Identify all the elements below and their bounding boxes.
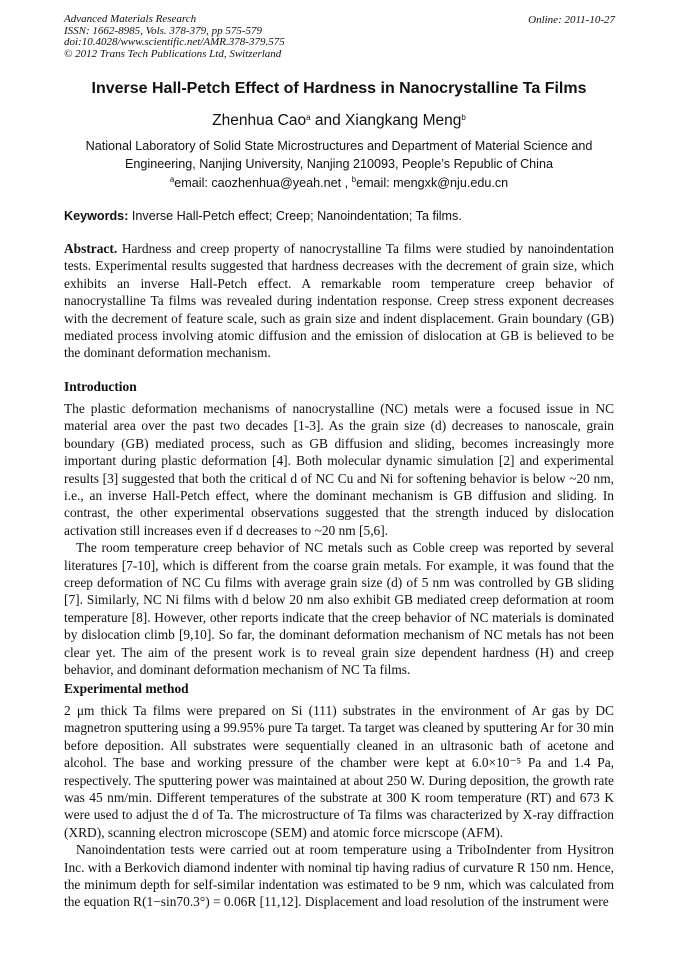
- author-1: Zhenhua Cao: [212, 112, 307, 129]
- section-heading-experimental: Experimental method: [64, 681, 189, 696]
- paper-title: Inverse Hall-Petch Effect of Hardness in Nanocrystalline Ta Films: [91, 80, 587, 97]
- online-date: Online: 2011-10-27: [528, 14, 615, 26]
- keywords-text: Inverse Hall-Petch effect; Creep; Nanoindentation; Ta films.: [128, 209, 462, 223]
- paragraph: The room temperature creep behavior of NC metals such as Coble creep was reported by several literatures [7-10], which is different from the coarse grain metals. For example, it was found that the creep deformation of NC Cu films with average grain size (d) of 5 nm was controlled by GB sliding [7]. Similarly, NC Ni films with d below 20 nm also exhibit GB mediated creep deformation at room temperature [8]. However, other reports indicate that the creep behavior of NC materials is dominated by dislocation climb [9,10]. So far, the dominant deformation mechanism of NC metals has not been clear yet. The aim of the present work is to reveal grain size dependent hardness (H) and creep behavior, and dominant deformation mechanism of NC Ta films.: [64, 540, 614, 678]
- keywords: [64, 209, 462, 223]
- author-1-sup: a: [306, 113, 311, 122]
- copyright: © 2012 Trans Tech Publications Ltd, Switzerland: [64, 47, 282, 60]
- paragraph: Nanoindentation tests were carried out at room temperature using a TriboIndenter from Hysitron Inc. with a Berkovich diamond indenter with nominal tip having radius of curvature R 150 nm. Hence, the minimum depth for self-similar indentation was estimated to be 9 nm, which was calculated from the equation R(1−sin70.3°) = 0.06R [11,12]. Displacement and load resolution of the instrument were: [64, 842, 614, 910]
- author-2-sup: b: [461, 113, 466, 122]
- abstract-label: Abstract.: [64, 241, 118, 256]
- email-b: email: mengxk@nju.edu.cn: [356, 176, 509, 190]
- email-b-sup: b: [351, 175, 357, 184]
- experimental-body: [64, 702, 614, 911]
- journal-header: [64, 14, 285, 60]
- paragraph: The plastic deformation mechanisms of nanocrystalline (NC) metals were a focused issue in NC material area over the past two decades [1-3]. As the grain size (d) decreases to nanoscale, grain boundary (GB) mediated process, such as GB diffusion and sliding, becomes increasingly more important during plastic deformation [4]. Both molecular dynamic simulation [2] and experimental results [3] suggested that both the critical d of NC Cu and Ni for softening behavior is below ~20 nm, i.e., an inverse Hall-Petch effect, where the dominant mechanism is GB diffusion and sliding. In contrast, the other experimental observations suggested that the strength induced by dislocation activation still increases even if d decreases to ~20 nm [5,6].: [64, 401, 614, 538]
- author-2: Xiangkang Meng: [345, 112, 462, 129]
- emails: [0, 175, 678, 190]
- paragraph: 2 μm thick Ta films were prepared on Si (111) substrates in the environment of Ar gas by DC magnetron sputtering using a 99.95% pure Ta target. Ta target was cleaned by sputtering Ar for 30 min before deposition. All substrates were sequentially cleaned in an ultrasonic bath of acetone and alcohol. The base and working pressure of the chamber were kept at 6.0×10⁻⁵ Pa and 1.4 Pa, respectively. The sputtering power was maintained at about 250 W. During deposition, the growth rate was 45 nm/min. Different temperatures of the substrate at 300 K room temperature (RT) and 673 K were used to adjust the d of Ta. The microstructure of Ta films was characterized by X-ray diffraction (XRD), scanning electron microscope (SEM) and atomic force micrscope (AFM).: [64, 703, 614, 840]
- email-a-sup: a: [169, 175, 175, 184]
- affiliation: National Laboratory of Solid State Microstructures and Department of Material Science and Engineering, Nanjing University, Nanjing 210093, People’s Republic of China: [85, 139, 593, 171]
- issn: ISSN: 1662-8985, Vols. 378-379, pp 575-579: [64, 24, 262, 37]
- email-a: email: caozhenhua@yeah.net ,: [174, 176, 352, 190]
- abstract-text: Hardness and creep property of nanocrystalline Ta films were studied by nanoindentation tests. Experimental results suggested that hardness decreases with the decrement of grain size, which exhibits an inverse Hall-Petch effect. A remarkable room temperature creep behavior of nanocrystalline Ta films was revealed during indentation response. Creep stress exponent decreases with the decrement of feature scale, such as grain size and indent displacement. Grain boundary (GB) mediated process involving atomic diffusion and the emission of dislocation at GB is believed to be the dominant deformation mechanism.: [64, 241, 614, 361]
- authors: [0, 112, 678, 130]
- journal-name: Advanced Materials Research: [64, 13, 197, 25]
- section-heading-introduction: Introduction: [64, 379, 137, 394]
- keywords-label: Keywords:: [64, 209, 129, 223]
- authors-and: and: [310, 112, 346, 129]
- doi: doi:10.4028/www.scientific.net/AMR.378-379.575: [64, 36, 285, 48]
- introduction-body: [64, 400, 614, 679]
- abstract: [64, 240, 614, 362]
